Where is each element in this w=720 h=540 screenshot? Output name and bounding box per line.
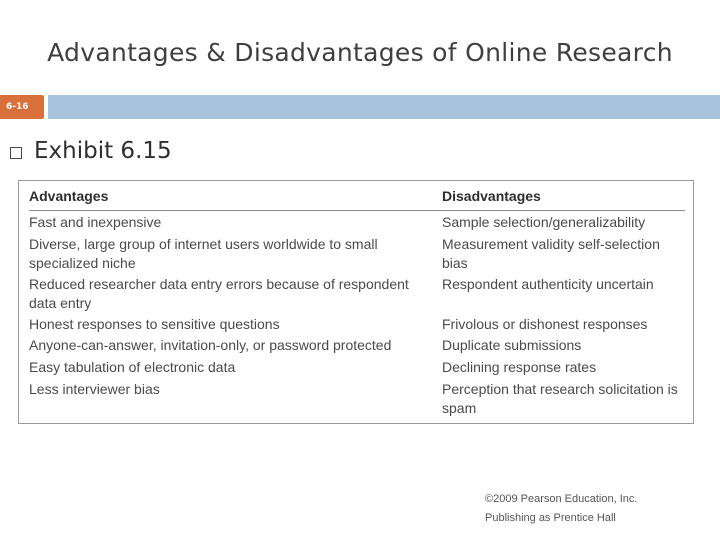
slide-title: Advantages & Disadvantages of Online Research	[47, 38, 673, 67]
exhibit-label: Exhibit 6.15	[34, 138, 172, 164]
advantage-cell: Less interviewer bias	[29, 381, 160, 397]
disadvantage-cell: Frivolous or dishonest responses	[442, 316, 648, 332]
copyright-footer	[485, 490, 637, 528]
advantage-cell: Reduced researcher data entry errors because of respondent data entry	[29, 276, 409, 311]
advantage-cell: Honest responses to sensitive questions	[29, 316, 280, 332]
advantage-cell: Anyone-can-answer, invitation-only, or password protected	[29, 337, 392, 353]
header-disadvantages: Disadvantages	[442, 188, 541, 204]
advantage-cell: Easy tabulation of electronic data	[29, 359, 236, 375]
disadvantage-cell: Declining response rates	[442, 359, 597, 375]
disadvantage-cell: Sample selection/generalizability	[442, 214, 646, 230]
disadvantage-cell: Perception that research solicitation is spam	[442, 381, 678, 416]
publisher-line: Publishing as Prentice Hall	[485, 512, 616, 524]
slide-number: 6-16	[6, 102, 29, 112]
disadvantage-cell: Measurement validity self-selection bias	[442, 236, 660, 271]
slide-number-tab	[0, 95, 44, 119]
advantages-table	[18, 180, 694, 424]
table-header-row	[29, 185, 685, 211]
advantage-cell: Diverse, large group of internet users worldwide to small specialized niche	[29, 236, 378, 271]
copyright-line: ©2009 Pearson Education, Inc.	[485, 493, 638, 505]
disadvantage-cell: Respondent authenticity uncertain	[442, 276, 654, 292]
bullet-square-icon	[10, 147, 22, 159]
advantage-cell: Fast and inexpensive	[29, 214, 162, 230]
header-band	[48, 95, 720, 119]
disadvantage-cell: Duplicate submissions	[442, 337, 582, 353]
header-advantages: Advantages	[29, 188, 109, 204]
